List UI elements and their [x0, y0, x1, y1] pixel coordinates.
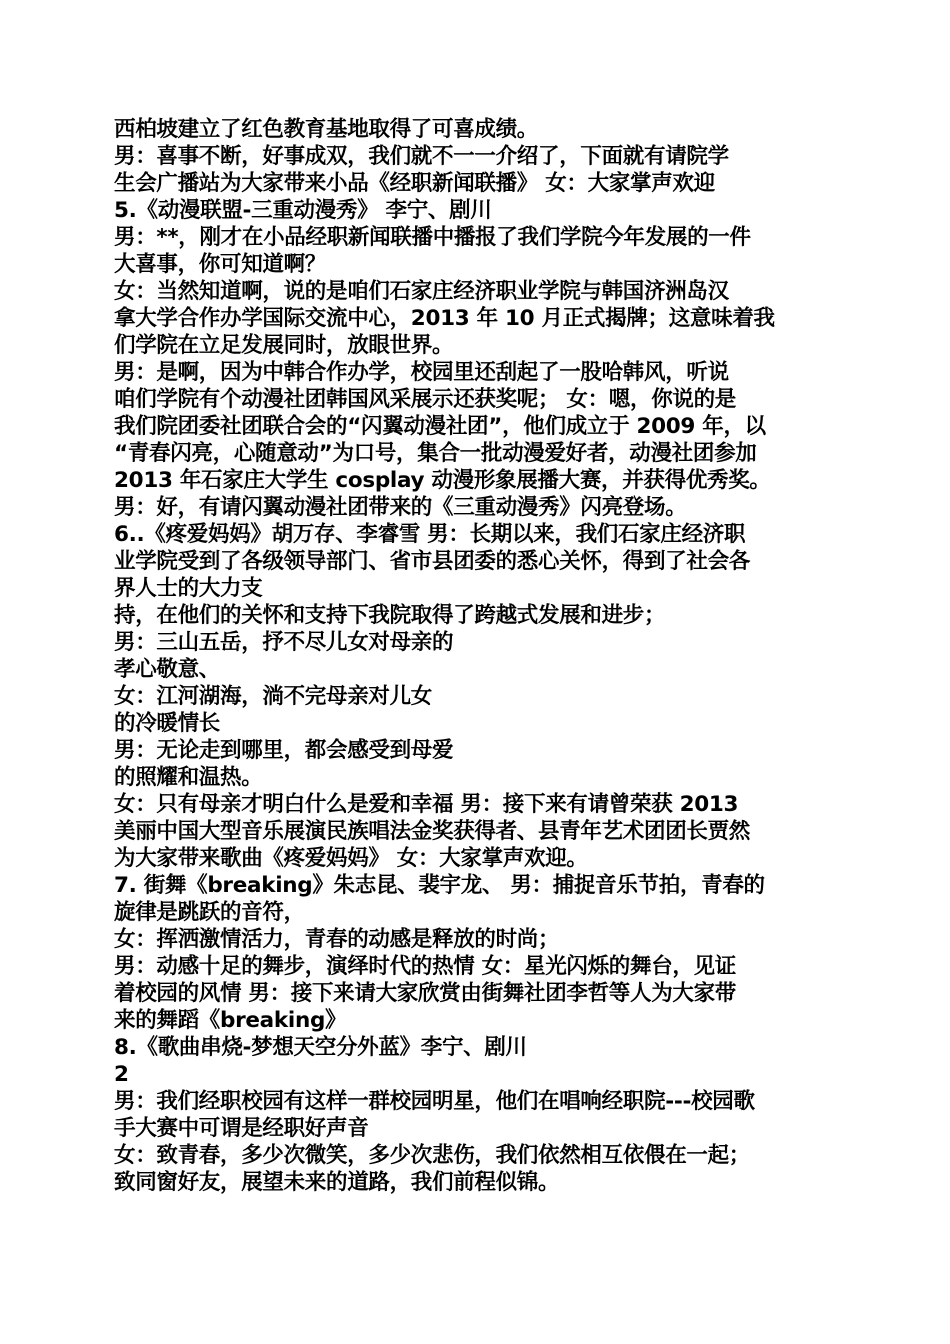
text-line: 拿大学合作办学国际交流中心，2013 年 10 月正式揭牌；这意味着我	[114, 306, 775, 331]
text-line: 着校园的风情 男：接下来请大家欣赏由街舞社团李哲等人为大家带	[114, 981, 736, 1006]
text-line: 男：好，有请闪翼动漫社团带来的《三重动漫秀》闪亮登场。	[114, 495, 687, 520]
text-line: 美丽中国大型音乐展演民族唱法金奖获得者、县青年艺术团团长贾然	[114, 819, 751, 844]
text-line: 来的舞蹈《breaking》	[114, 1008, 347, 1033]
text-line: 男：动感十足的舞步，演绎时代的热情 女：星光闪烁的舞台，见证	[114, 954, 736, 979]
text-line: 男：三山五岳，抒不尽儿女对母亲的	[114, 630, 454, 655]
text-line: 旋律是跳跃的音符，	[114, 900, 305, 925]
program-item-heading: 5.《动漫联盟-三重动漫秀》 李宁、剧川	[114, 198, 492, 223]
text-line: 咱们学院有个动漫社团韩国风采展示还获奖呢； 女：嗯，你说的是	[114, 387, 736, 412]
text-line: 女：当然知道啊，说的是咱们石家庄经济职业学院与韩国济洲岛汉	[114, 279, 729, 304]
page-number: 2	[114, 1062, 129, 1087]
text-line: 西柏坡建立了红色教育基地取得了可喜成绩。	[114, 117, 539, 142]
text-line: 女：只有母亲才明白什么是爱和幸福 男：接下来有请曾荣获 2013	[114, 792, 739, 817]
text-line: 界人士的大力支	[114, 576, 263, 601]
text-line: 致同窗好友，展望未来的道路，我们前程似锦。	[114, 1170, 560, 1195]
text-line: 业学院受到了各级领导部门、省市县团委的悉心关怀，得到了社会各	[114, 549, 751, 574]
text-line: 男：无论走到哪里，都会感受到母爱	[114, 738, 454, 763]
text-line: 大喜事，你可知道啊？	[114, 252, 327, 277]
text-line: 为大家带来歌曲《疼爱妈妈》 女：大家掌声欢迎。	[114, 846, 588, 871]
document-body	[114, 116, 844, 1196]
text-line: 孝心敬意、	[114, 657, 221, 682]
program-item-heading: 7. 街舞《breaking》朱志昆、裴宇龙、 男：捕捉音乐节拍，青春的	[114, 873, 765, 898]
text-line: 女：挥洒激情活力，青春的动感是释放的时尚；	[114, 927, 560, 952]
text-line: 们学院在立足发展同时，放眼世界。	[114, 333, 454, 358]
text-line: 生会广播站为大家带来小品《经职新闻联播》 女：大家掌声欢迎	[114, 171, 715, 196]
text-line: 持，在他们的关怀和支持下我院取得了跨越式发展和进步；	[114, 603, 666, 628]
text-line: 男：我们经职校园有这样一群校园明星，他们在唱响经职院---校园歌	[114, 1089, 755, 1114]
program-item-heading: 6..《疼爱妈妈》胡万存、李睿雪 男：长期以来，我们石家庄经济职	[114, 522, 746, 547]
text-line: 女：致青春，多少次微笑，多少次悲伤，我们依然相互依偎在一起；	[114, 1143, 751, 1168]
program-item-heading: 8.《歌曲串烧-梦想天空分外蓝》李宁、剧川	[114, 1035, 527, 1060]
text-line: 男：是啊，因为中韩合作办学，校园里还刮起了一股哈韩风，听说	[114, 360, 729, 385]
text-line: 我们院团委社团联合会的“闪翼动漫社团”，他们成立于 2009 年，以	[114, 414, 766, 439]
text-line: 的冷暖情长	[114, 711, 221, 736]
text-line: 2013 年石家庄大学生 cosplay 动漫形象展播大赛，并获得优秀奖。	[114, 468, 771, 493]
text-line: 的照耀和温热。	[114, 765, 263, 790]
text-line: 手大赛中可谓是经职好声音	[114, 1116, 369, 1141]
text-line: 女：江河湖海，淌不完母亲对儿女	[114, 684, 433, 709]
text-line: 男：喜事不断，好事成双，我们就不一一介绍了，下面就有请院学	[114, 144, 729, 169]
text-line: “青春闪亮，心随意动”为口号，集合一批动漫爱好者，动漫社团参加	[114, 441, 757, 466]
text-line: 男：**，刚才在小品经职新闻联播中播报了我们学院今年发展的一件	[114, 225, 751, 250]
